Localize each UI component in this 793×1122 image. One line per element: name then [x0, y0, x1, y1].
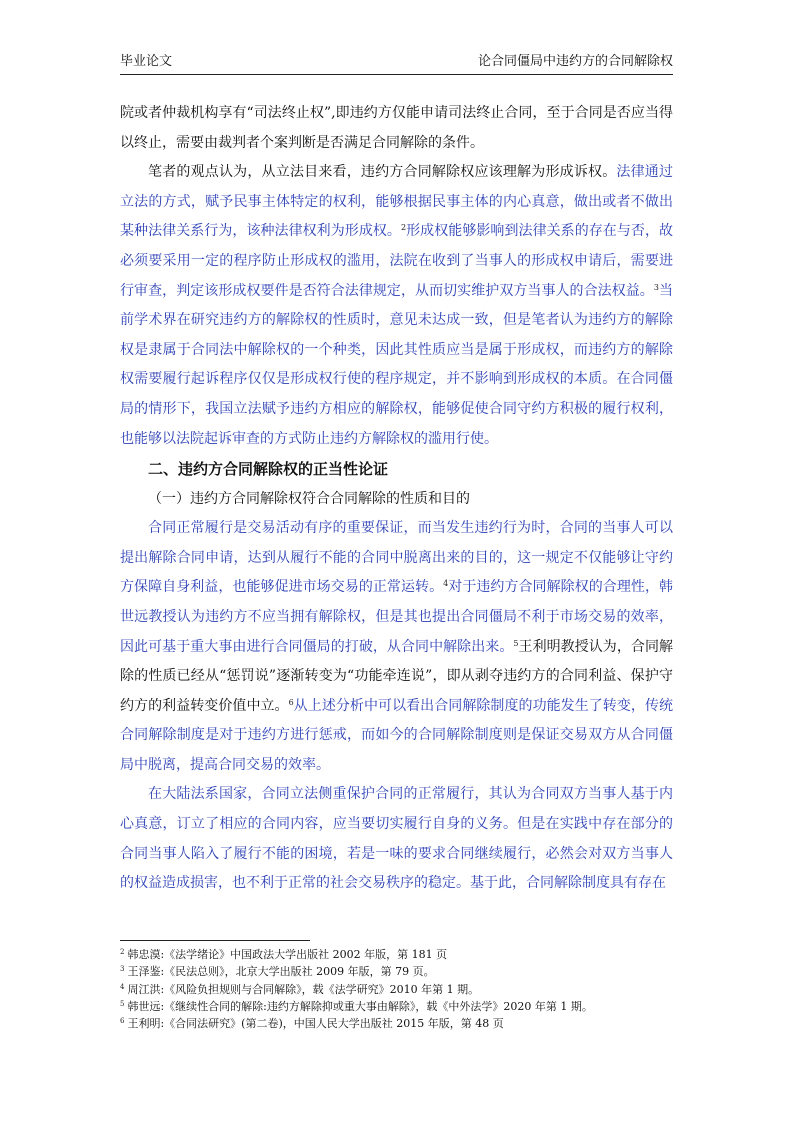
footnote-number: 4 [120, 982, 125, 991]
highlighted-text: 从上述分析中可以看出合同解除制度的功能发生了转变，传统合同解除制度是对于违约方进行惩戒，而如今的合同解除制度则是保证交易双方从合同僵局中脱离，提高合同交易的效率。 [120, 697, 674, 773]
footnote-text: 韩世远:《继续性合同的解除:违约方解除抑或重大事由解除》，载《中外法学》2020 年第 1 期。 [127, 999, 593, 1013]
section-heading: 二、违约方合同解除权的正当性论证 [148, 460, 389, 479]
paragraph-contract-termination [120, 514, 673, 780]
footnotes [120, 946, 673, 1032]
subsection-heading: （一）违约方合同解除权符合合同解除的性质和目的 [148, 491, 470, 508]
footnote-ref-2[interactable]: 2 [400, 223, 407, 233]
footnote-divider [120, 940, 310, 941]
footnote-text: 王利明:《合同法研究》(第二卷)，中国人民大学出版社 2015 年版，第 48 页 [127, 1017, 504, 1031]
document-body [120, 99, 673, 899]
footnote-ref-3[interactable]: 3 [653, 282, 659, 292]
footnote-item [120, 1015, 673, 1032]
paragraph-text: 王利明教授认为，合同解除的性质已经从“惩罚说”逐渐转变为“功能牵连说”，即从剥夺违约方的合同利益、保护守约方的利益转变价值中立。 [120, 638, 674, 714]
footnote-ref-4[interactable]: 4 [443, 579, 449, 589]
footnote-item [120, 998, 673, 1015]
paragraph-text: 笔者的观点认为，从立法目来看，违约方合同解除权应该理解为形成诉权。 [148, 164, 617, 181]
highlighted-text: 法律通过立法的方式，赋予民事主体特定的权利，能够根据民事主体的内心真意，做出或者不做出某种法律关系行为，该种法律权利为形成权。 [120, 164, 674, 240]
paragraph-continued: 院或者仲裁机构享有“司法终止权”,即违约方仅能申请司法终止合同，至于合同是否应当得以终止，需要由裁判者个案判断是否满足合同解除的条件。 [120, 105, 673, 151]
highlighted-text: 对于违约方合同解除权的合理性，韩世远教授认为违约方不应当拥有解除权，但是其也提出合同僵局不利于市场交易的效率，因此可基于重大事由进行合同僵局的打破，从合同中解除出来。 [120, 579, 673, 655]
footnote-item [120, 981, 673, 998]
paragraph-civil-law: 在大陆法系国家，合同立法侧重保护合同的正常履行，其认为合同双方当事人基于内心真意，订立了相应的合同内容，应当要切实履行自身的义务。但是在实践中存在部分的合同当事人陷入了履行不能的困境，若是一味的要求合同继续履行，必然会对双方当事人的权益造成损害，也不利于正常的社会交易秩序的稳定。基于此，合同解除制度具有存在 [120, 786, 673, 892]
footnote-ref-6[interactable]: 6 [288, 697, 294, 707]
highlighted-text: 当前学术界在研究违约方的解除权的性质时，意见未达成一致，但是笔者认为违约方的解除权是隶属于合同法中解除权的一个种类，因此其性质应当是属于形成权，而违约方的解除权需要履行起诉程序仅仅是形成权行使的程序规定，并不影响到形成权的本质。在合同僵局的情形下，我国立法赋予违约方相应的解除权，能够促使合同守约方积极的履行权利，也能够以法院起诉审查的方式防止违约方解除权的滥用行使。 [120, 282, 674, 447]
header-right-title: 论合同僵局中违约方的合同解除权 [477, 54, 673, 69]
footnote-number: 5 [120, 999, 125, 1008]
page-header [120, 52, 673, 75]
footnote-number: 6 [120, 1017, 125, 1026]
footnote-ref-5[interactable]: 5 [513, 638, 519, 648]
footnote-text: 王泽鉴:《民法总则》，北京大学出版社 2009 年版，第 79 页。 [127, 965, 435, 979]
footnote-item [120, 946, 673, 963]
footnote-text: 韩忠漠:《法学绪论》中国政法大学出版社 2002 年版，第 181 页 [127, 948, 448, 961]
highlighted-text: 形成权能够影响到法律关系的存在与否，故必须要采用一定的程序防止形成权的滥用，法院在收到了当事人的形成权申请后，需要进行审查，判定该形成权要件是否符合法律规定，从而切实维护双方当事人的合法权益。 [120, 223, 674, 299]
header-left-title: 毕业论文 [120, 54, 173, 69]
footnote-number: 3 [120, 965, 125, 974]
footnote-number: 2 [120, 948, 125, 956]
footnote-text: 周江洪:《风险负担规则与合同解除》，载《法学研究》2010 年第 1 期。 [127, 982, 480, 996]
highlighted-text: 合同正常履行是交易活动有序的重要保证，而当发生违约行为时，合同的当事人可以提出解除合同申请，达到从履行不能的合同中脱离出来的目的，这一规定不仅能够让守约方保障自身利益，也能够促进市场交易的正常运转。 [120, 520, 673, 596]
footnote-item [120, 963, 673, 980]
paragraph-formation-right [120, 158, 673, 454]
